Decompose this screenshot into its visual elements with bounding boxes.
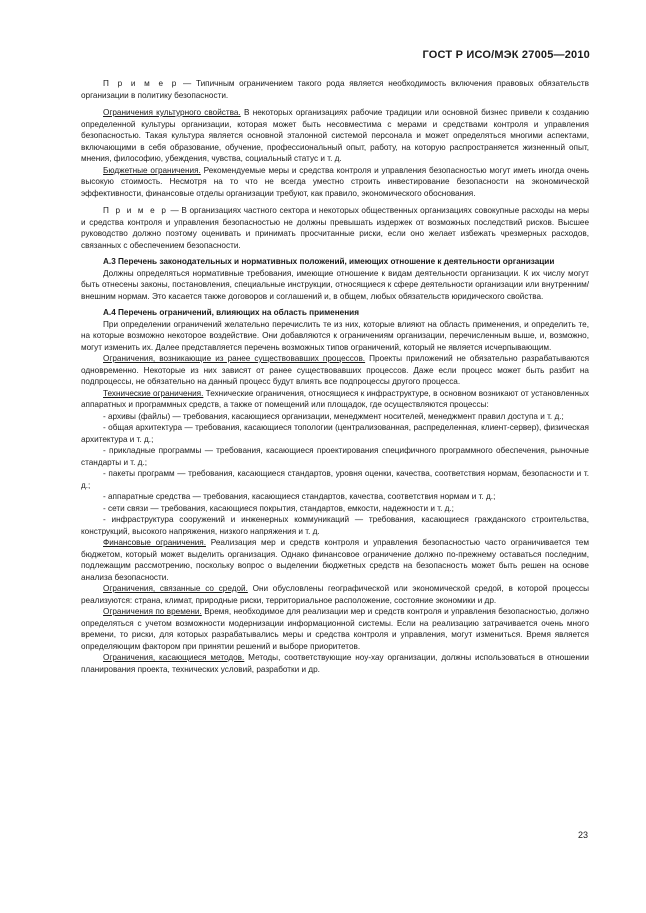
list-item: - пакеты программ — требования, касающиеся стандартов, уровня оценки, качества, соответствия нормам, безопасности и т. д.; bbox=[81, 469, 589, 490]
paragraph: Ограничения, возникающие из ранее существовавших процессов. Проекты приложений не обязательно разрабатываются одновременно. Некоторые из них зависят от ранее существовавших процессов. Даже если процесс может быть разбит на подпроцессы, не обязательно на данный процесс будут влиять все подпроцессы другого процесса. bbox=[81, 354, 590, 386]
list-item: - общая архитектура — требования, касающиеся топологии (централизованная, распределенная, клиент-сервер), физическая архитектура и т. д.; bbox=[81, 423, 589, 444]
standard-header: ГОСТ Р ИСО/МЭК 27005—2010 bbox=[422, 49, 590, 61]
section-heading: А.3 Перечень законодательных и нормативных положений, имеющих отношение к деятельности организации bbox=[103, 257, 555, 266]
paragraph: При определении ограничений желательно перечислить те из них, которые влияют на область применения, и определить те, на которые возможно некоторое воздействие. Они добавляются к ограничениям организации, перечисленным выше, и, возможно, могут изменить их. Далее представляется перечень возможных типов ограничений, который не является исчерпывающим. bbox=[81, 319, 589, 352]
paragraph: П р и м е р — В организациях частного сектора и некоторых общественных организациях совокупные расходы на меры и средства контроля и управления безопасностью не должны превышать издержек от возможных последствий рисков. Высшее руководство должно поэтому оценивать и принимать просчитанные риски, если оно желает избежать чрезмерных расходов, связанных с обеспечением безопасности. bbox=[81, 206, 589, 250]
paragraph: П р и м е р — Типичным ограничением такого рода является необходимость включения правовых обязательств организации в политику безопасности. bbox=[81, 79, 589, 100]
paragraph: Ограничения, касающиеся методов. Методы, соответствующие ноу-хау организации, должны использоваться в отношении планирования проекта, технических условий, разработки и др. bbox=[81, 653, 589, 674]
paragraph: Ограничения культурного свойства. В некоторых организациях рабочие традиции или основной бизнес привели к созданию определенной культуры организации, которая может быть несовместима с мерами и средствами контроля и управления безопасностью. Такая культура является основной эталонной системой персонала и может определяться многими аспектами, включающими в себя образование, обучение, профессиональный опыт, работу, на которую распространяется жизненный опыт, мнения, философию, убеждения, чувства, социальный статус и т. д. bbox=[81, 108, 590, 163]
paragraph: Ограничения, связанные со средой. Они обусловлены географической или экономической средой, в которой процессы реализуются: страна, климат, природные риски, территориальное расположение, состояние экономики и др. bbox=[81, 584, 589, 605]
list-item: - аппаратные средства — требования, касающиеся стандартов, качества, соответствия нормам и т. д.; bbox=[103, 492, 496, 501]
paragraph: Ограничения по времени. Время, необходимое для реализации мер и средств контроля и управления безопасностью, должно определяться с учетом возможности модернизации информационной системы. Если на реализацию затрачивается очень много времени, то риски, для которых разрабатывались меры и средства контроля и управления, могут измениться. Время является определяющим фактором при принятии решений и выборе приоритетов. bbox=[81, 607, 589, 651]
list-item: - сети связи — требования, касающиеся покрытия, стандартов, емкости, надежности и т. д.; bbox=[103, 503, 454, 513]
paragraph: Технические ограничения. Технические ограничения, относящиеся к инфраструктуре, в основном возникают от установленных аппаратных и программных средств, а также от помещений или площадок, где осуществляются процессы: bbox=[81, 388, 589, 409]
paragraph: Финансовые ограничения. Реализация мер и средств контроля и управления безопасностью часто ограничивается тем бюджетом, который может выделить организация. Однако финансовое ограничение должно по-прежнему оставаться последним, подлежащим рассмотрению, поскольку вопрос о выделении бюджетных средств на безопасность может быть решен на основе анализа безопасности. bbox=[81, 538, 589, 582]
page-number: 23 bbox=[577, 830, 588, 840]
section-heading: А.4 Перечень ограничений, влияющих на область применения bbox=[103, 308, 359, 317]
list-item: - архивы (файлы) — требования, касающиеся организации, менеджмент носителей, менеджмент правил доступа и т. д.; bbox=[103, 411, 564, 421]
list-item: - прикладные программы — требования, касающиеся проектирования специфичного программного обеспечения, рыночные стандарты и т. д.; bbox=[81, 446, 589, 467]
paragraph: Должны определяться нормативные требования, имеющие отношение к видам деятельности организации. К их числу могут быть отнесены законы, постановления, специальные инструкции, относящиеся к сфере деятельности организации или внутренним/внешним нормам. Это касается также договоров и соглашений и, в общем, любых обязательств юридического свойства. bbox=[81, 268, 589, 301]
document-body bbox=[81, 78, 589, 675]
list-item: - инфраструктура сооружений и инженерных коммуникаций — требования, касающиеся гражданского строительства, конструкций, высокого напряжения, низкого напряжения и т. д. bbox=[81, 515, 589, 536]
paragraph: Бюджетные ограничения. Рекомендуемые меры и средства контроля и управления безопасностью могут иметь иногда очень высокую стоимость. Несмотря на то что не всегда уместно строить инвестирование безопасности на экономической эффективности, финансовые отделы организации требуют, как правило, экономического обоснования. bbox=[81, 165, 589, 198]
